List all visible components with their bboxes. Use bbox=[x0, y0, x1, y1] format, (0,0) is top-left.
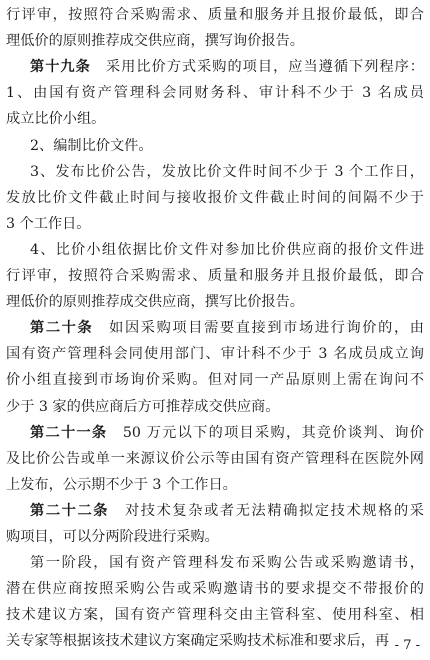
text-line bbox=[6, 267, 424, 286]
text-line bbox=[6, 528, 424, 547]
line-text: 理低价的原则推荐成交供应商，撰写询价报告。 bbox=[6, 33, 304, 50]
text-line bbox=[6, 189, 424, 208]
text-line bbox=[6, 450, 424, 469]
page-number: - 7 - bbox=[394, 638, 420, 653]
line-text: 对技术复杂或者无法精确拟定技术规格的采 bbox=[124, 502, 424, 519]
line-text: 上发布，公示期不少于 3 个工作日。 bbox=[6, 476, 237, 493]
line-text: 1、由国有资产管理科会同财务科、审计科不少于 3 名成员 bbox=[6, 85, 424, 102]
line-text: 理低价的原则推荐成交供应商，撰写比价报告。 bbox=[6, 294, 304, 311]
article-heading: 第十九条 bbox=[30, 59, 91, 76]
text-line bbox=[6, 345, 424, 364]
line-text: 2、编制比价文件。 bbox=[30, 137, 153, 154]
line-text: 购项目，可以分两阶段进行采购。 bbox=[6, 529, 219, 545]
line-text: 3、发布比价公告，发放比价文件时间不少于 3 个工作日， bbox=[30, 163, 424, 180]
text-line bbox=[6, 110, 424, 129]
line-text: 如因采购项目需要直接到市场进行询价的，由 bbox=[109, 320, 424, 337]
text-line bbox=[30, 163, 424, 182]
text-line bbox=[30, 137, 424, 156]
text-line bbox=[30, 319, 424, 338]
text-line bbox=[6, 476, 424, 495]
line-text: 50 万元以下的项目采购，其竞价谈判、询价 bbox=[122, 424, 424, 441]
line-text: 少于 3 家的供应商后方可推荐成交供应商。 bbox=[6, 398, 280, 415]
text-line bbox=[6, 215, 424, 234]
article-heading: 第二十条 bbox=[30, 320, 94, 337]
line-text: 及比价公告或单一来源议价公示等由国有资产管理科在医院外网 bbox=[6, 450, 424, 467]
text-line bbox=[30, 241, 424, 260]
line-text: 行评审，按照符合采购需求、质量和服务并且报价最低，即合 bbox=[6, 268, 424, 284]
text-line bbox=[30, 502, 424, 521]
line-text: 潜在供应商按照采购公告或采购邀请书的要求提交不带报价的 bbox=[6, 581, 424, 598]
text-line bbox=[6, 293, 424, 312]
line-text: 采用比价方式采购的项目，应当遵循下列程序： bbox=[105, 59, 424, 76]
line-text: 技术建议方案，国有资产管理科交由主管科室、使用科室、相 bbox=[6, 607, 424, 624]
line-text: 价小组直接到市场询价采购。但对同一产品原则上需在询问不 bbox=[6, 372, 424, 389]
line-text: 关专家等根据该技术建议方案确定采购技术标准和要求后，再 bbox=[6, 633, 390, 650]
article-heading: 第二十一条 bbox=[30, 424, 108, 441]
text-line bbox=[6, 32, 424, 51]
line-text: 4、比价小组依据比价文件对参加比价供应商的报价文件进 bbox=[30, 241, 424, 258]
text-line bbox=[6, 84, 424, 103]
line-text: 3 个工作日。 bbox=[6, 215, 91, 232]
line-text: 第一阶段，国有资产管理科发布采购公告或采购邀请书， bbox=[30, 555, 424, 572]
text-line bbox=[30, 58, 424, 77]
line-text: 成立比价小组。 bbox=[6, 111, 106, 128]
text-line bbox=[6, 580, 424, 599]
text-line bbox=[30, 554, 424, 573]
line-text: 国有资产管理科会同使用部门、审计科不少于 3 名成员成立询 bbox=[6, 346, 424, 363]
text-line bbox=[30, 424, 424, 443]
line-text: 发放比价文件截止时间与接收报价文件截止时间的间隔不少于 bbox=[6, 189, 424, 206]
article-heading: 第二十二条 bbox=[30, 502, 110, 519]
text-line bbox=[6, 6, 424, 25]
text-line bbox=[6, 632, 424, 651]
text-line bbox=[6, 398, 424, 417]
line-text: 行评审，按照符合采购需求、质量和服务并且报价最低，即合 bbox=[6, 7, 424, 23]
text-line bbox=[6, 606, 424, 625]
text-line bbox=[6, 371, 424, 390]
